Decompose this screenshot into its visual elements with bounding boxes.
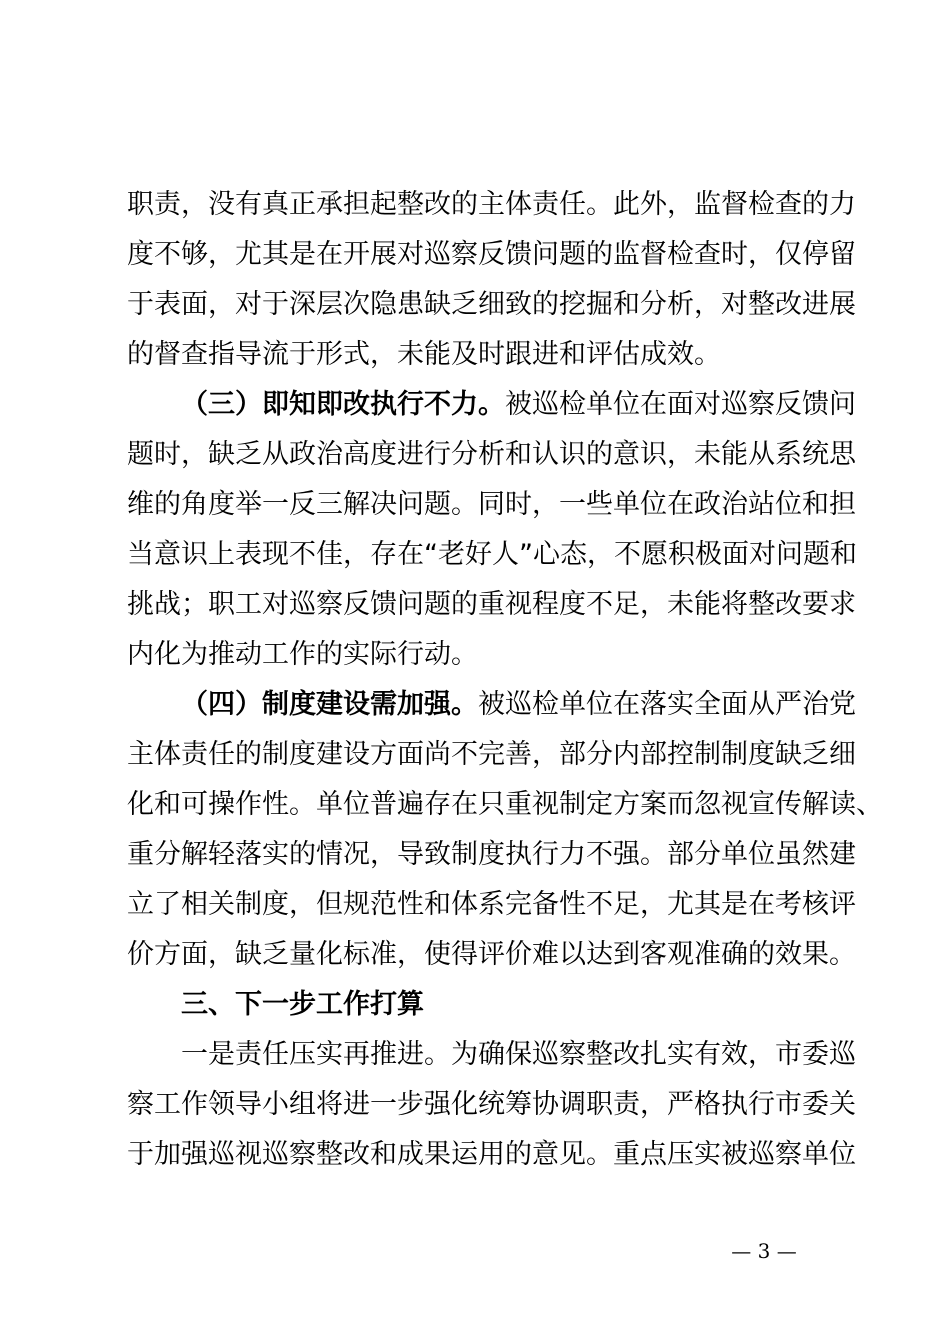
body-text-line: 的督查指导流于形式，未能及时跟进和评估成效。 <box>127 339 721 370</box>
body-text-line: 当意识上表现不佳，存在“老好人”心态，不愿积极面对问题和 <box>127 539 857 570</box>
body-text-line: 维的角度举一反三解决问题。同时，一些单位在政治站位和担 <box>127 489 856 520</box>
section-4-first-line <box>181 680 856 730</box>
body-text-line: 价方面，缺乏量化标准，使得评价难以达到客观准确的效果。 <box>127 939 856 970</box>
section-4-title: （四）制度建设需加强。 <box>181 689 478 720</box>
section-3-title: （三）即知即改执行不力。 <box>181 389 505 420</box>
body-text-line: 察工作领导小组将进一步强化统筹协调职责，严格执行市委关 <box>127 1089 856 1120</box>
body-text-segment: 被巡检单位在面对巡察反馈问 <box>505 389 856 420</box>
body-text-line: 度不够，尤其是在开展对巡察反馈问题的监督检查时，仅停留 <box>127 239 856 270</box>
body-text-line: 主体责任的制度建设方面尚不完善，部分内部控制制度缺乏细 <box>127 739 856 770</box>
body-text-line: 于加强巡视巡察整改和成果运用的意见。重点压实被巡察单位 <box>127 1139 856 1170</box>
body-text-line: 挑战；职工对巡察反馈问题的重视程度不足，未能将整改要求 <box>127 589 856 620</box>
body-text-line: 一是责任压实再推进。为确保巡察整改扎实有效，市委巡 <box>181 1039 856 1070</box>
body-text-line: 化和可操作性。单位普遍存在只重视制定方案而忽视宣传解读、 <box>127 789 883 820</box>
body-text-line: 重分解轻落实的情况，导致制度执行力不强。部分单位虽然建 <box>127 839 856 870</box>
body-text-line: 立了相关制度，但规范性和体系完备性不足，尤其是在考核评 <box>127 889 856 920</box>
body-text-segment: 被巡检单位在落实全面从严治党 <box>478 689 856 720</box>
body-text-line: 于表面，对于深层次隐患缺乏细致的挖掘和分析，对整改进展 <box>127 289 856 320</box>
section-heading-next-steps: 三、下一步工作打算 <box>181 989 424 1020</box>
page-number: — 3 — <box>731 1239 797 1263</box>
body-text-line: 题时，缺乏从政治高度进行分析和认识的意识，未能从系统思 <box>127 439 856 470</box>
section-3-first-line <box>181 380 856 430</box>
body-text-line: 职责，没有真正承担起整改的主体责任。此外，监督检查的力 <box>127 189 856 220</box>
body-text-line: 内化为推动工作的实际行动。 <box>127 639 478 670</box>
